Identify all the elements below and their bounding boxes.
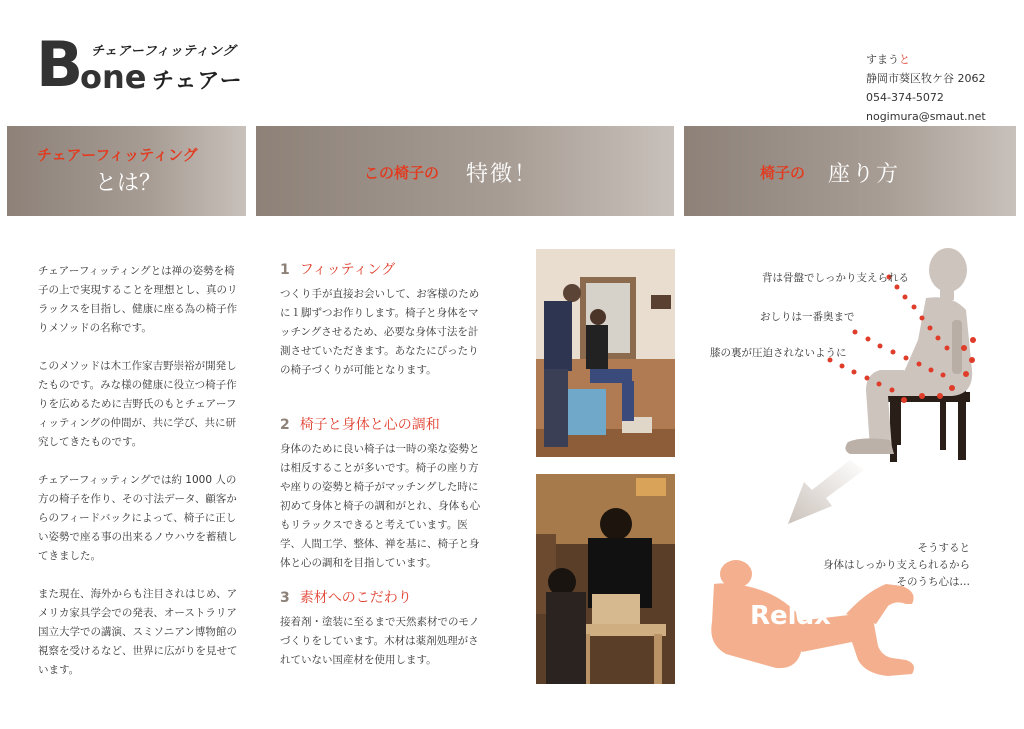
posture-note-back: 背は骨盤でしっかり支えられる — [762, 272, 909, 284]
result-text — [800, 540, 970, 591]
feature-title: 3 素材へのこだわり — [280, 590, 412, 606]
header-what-is — [7, 126, 246, 216]
logo-text: one — [80, 58, 147, 96]
logo-letter-b: B — [36, 28, 82, 101]
intro-paragraph: チェアーフィッティングでは約 1000 人の方の椅子を作り、その寸法データ、顧客からのフィードバックによって、椅子に正しい姿勢で座る事の出来るノウハウを蓄積してきました。 — [38, 474, 238, 562]
feature-body: 身体のために良い椅子は一時の楽な姿勢とは相反することが多いです。椅子の座り方や座りの姿勢と椅子がマッチングした時に初めて身体と椅子の調和がとれ、身体も心もリラックスできると考えています。医学、人間工学、整体、禅を基に、椅子と身体と心の調和を目指しています。 — [280, 443, 481, 569]
intro-text — [38, 262, 238, 699]
header-features-title: 特徴！ — [466, 162, 539, 187]
header-what-is-accent: チェアーフィッティング — [37, 146, 198, 164]
feature-title: 2 椅子と身体と心の調和 — [280, 417, 440, 433]
header-how-to-sit — [684, 126, 1016, 216]
intro-paragraph: また現在、海外からも注目されはじめ、アメリカ家具学会での発表、オーストラリア国立大学での講演、スミソニアン博物館の視察を受けるなど、世界に広がりを見せています。 — [38, 588, 238, 676]
header-features-accent: この椅子の — [364, 164, 440, 182]
feature-3 — [280, 587, 486, 670]
header-features — [256, 126, 674, 216]
intro-paragraph: チェアーフィッティングとは禅の姿勢を椅子の上で実現することを理想とし、真のリラックスを目指し、健康に座る為の椅子作りメソッドの名称です。 — [38, 265, 238, 334]
fitting-photo — [536, 474, 675, 684]
result-line: そうすると — [917, 542, 970, 554]
feature-body: つくり手が直接お会いして、お客様のために１脚ずつお作りします。椅子と身体をマッチングさせるため、必要な身体寸法を計測させていただきます。あなたにぴったりの椅子づくりが可能となります。 — [280, 288, 480, 376]
intro-paragraph: このメソッドは木工作家吉野崇裕が開発したものです。みな様の健康に役立つ椅子作りを広めるために吉野氏のもとチェアーフィッティングの仲間が、共に学び、共に研究してきたものです。 — [38, 360, 237, 448]
contact-email[interactable]: nogimura@smaut.net — [866, 110, 986, 123]
logo-chair-text: チェアー — [152, 69, 243, 94]
logo-subtitle: チェアーフィッティング — [91, 44, 236, 59]
header-how-to-sit-accent: 椅子の — [760, 164, 806, 182]
feature-body: 接着剤・塗装に至るまで天然素材でのモノづくりをしています。木材は薬剤処理がされていない国産材を使用します。 — [280, 616, 480, 666]
contact-name: すまうと — [866, 53, 910, 66]
feature-title: 1 フィッティング — [280, 262, 396, 278]
down-left-arrow-icon — [786, 458, 866, 530]
relax-label: Relax — [750, 601, 831, 631]
posture-note-knees: 膝の裏が圧迫されないように — [710, 347, 847, 359]
fitting-photo-image — [536, 474, 675, 684]
result-line: 身体はしっかり支えられるから — [823, 559, 970, 571]
measuring-photo-image — [536, 249, 675, 457]
header-what-is-title: とは？ — [95, 171, 162, 196]
result-line: そのうち心は… — [896, 576, 970, 588]
contact-address: 静岡市葵区牧ケ谷 2062 — [866, 72, 986, 85]
feature-2 — [280, 414, 486, 573]
header-how-to-sit-title: 座り方 — [828, 162, 901, 187]
contact-phone: 054-374-5072 — [866, 91, 944, 104]
contact-block — [866, 50, 986, 126]
feature-1 — [280, 259, 486, 380]
posture-note-hips: おしりは一番奥まで — [760, 311, 855, 323]
measuring-photo — [536, 249, 675, 457]
